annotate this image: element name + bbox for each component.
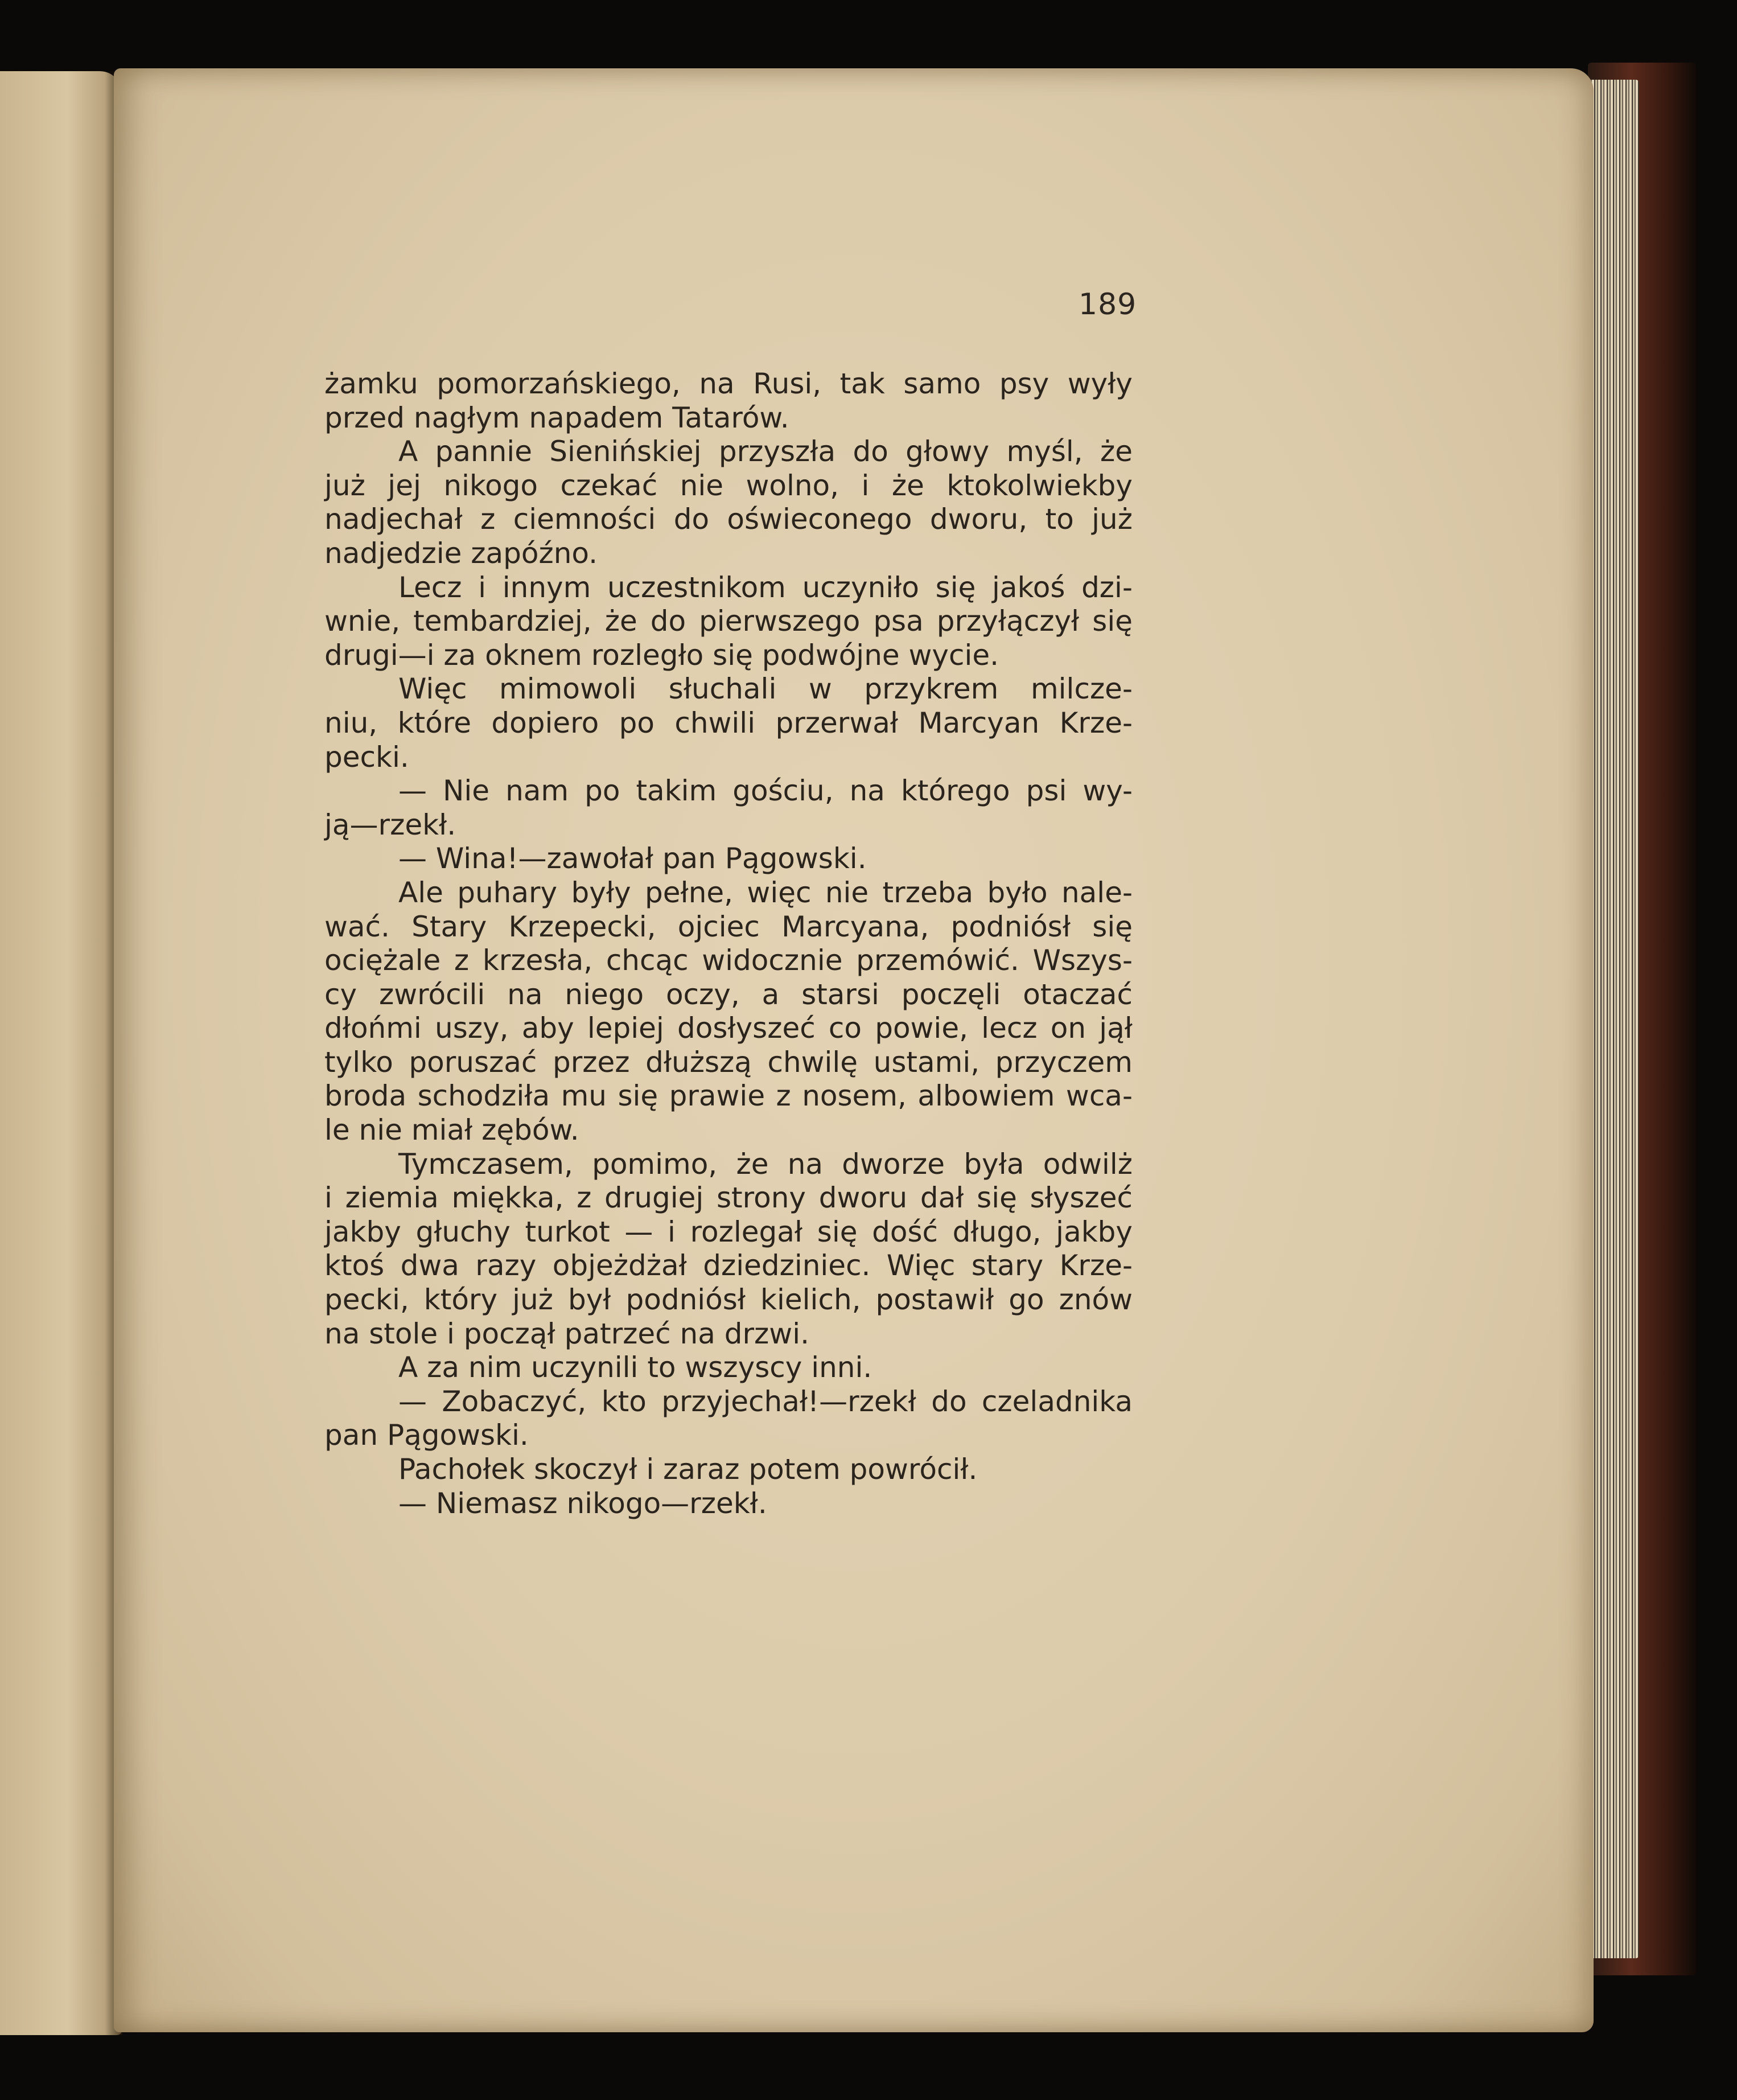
- text-line: przed nagłym napadem Tatarów.: [324, 401, 789, 434]
- text-line: — Zobaczyć, kto przyjechał!—rzekł do czeladnika: [398, 1384, 1133, 1418]
- text-line: pecki.: [324, 740, 409, 774]
- text-line: nadjechał z ciemności do oświeconego dworu, to już: [324, 503, 1133, 536]
- text-line: ją—rzekł.: [324, 808, 456, 841]
- text-line: jakby głuchy turkot — i rozlegał się dość długo, jakby: [324, 1215, 1133, 1248]
- text-line: na stole i począł patrzeć na drzwi.: [324, 1317, 809, 1350]
- text-line: broda schodziła mu się prawie z nosem, albowiem wca-: [324, 1079, 1133, 1113]
- text-line: drugi—i za oknem rozległo się podwójne wycie.: [324, 638, 999, 672]
- text-line: cy zwrócili na niego oczy, a starsi poczęli otaczać: [324, 977, 1133, 1011]
- text-line: Lecz i innym uczestnikom uczyniło się jakoś dzi-: [398, 570, 1133, 604]
- text-line: i ziemia miękka, z drugiej strony dworu dał się słyszeć: [324, 1181, 1133, 1215]
- left-facing-page: [0, 71, 122, 2035]
- text-line: nadjedzie zapóźno.: [324, 536, 598, 570]
- text-line: ktoś dwa razy objeżdżał dziedziniec. Więc stary Krze-: [324, 1249, 1133, 1283]
- text-line: Tymczasem, pomimo, że na dworze była odwilż: [398, 1147, 1133, 1181]
- text-line: Pachołek skoczył i zaraz potem powrócił.: [398, 1453, 978, 1486]
- text-line: pan Pągowski.: [324, 1419, 529, 1452]
- text-line: żamku pomorzańskiego, na Rusi, tak samo psy wyły: [324, 367, 1133, 400]
- text-line: ociężale z krzesła, chcąc widocznie przemówić. Wszys-: [324, 944, 1133, 977]
- text-line: A za nim uczynili to wszyscy inni.: [398, 1351, 872, 1384]
- text-line: wnie, tembardziej, że do pierwszego psa przyłączył się: [324, 605, 1133, 638]
- text-line: — Nie nam po takim gościu, na którego psi wy-: [398, 774, 1133, 808]
- text-line: tylko poruszać przez dłuższą chwilę ustami, przyczem: [324, 1045, 1133, 1079]
- text-line: już jej nikogo czekać nie wolno, i że ktokolwiekby: [324, 469, 1133, 502]
- text-line: — Wina!—zawołał pan Pągowski.: [398, 842, 867, 876]
- text-line: Więc mimowoli słuchali w przykrem milcze-: [398, 672, 1133, 706]
- text-line: dłońmi uszy, aby lepiej dosłyszeć co powie, lecz on jął: [324, 1012, 1133, 1045]
- text-line: le nie miał zębów.: [324, 1113, 579, 1147]
- text-line: Ale puhary były pełne, więc nie trzeba było nale-: [398, 876, 1133, 909]
- text-line: niu, które dopiero po chwili przerwał Marcyan Krze-: [324, 706, 1133, 739]
- text-line: A pannie Sienińskiej przyszła do głowy myśl, że: [398, 435, 1133, 469]
- text-line: pecki, który już był podniósł kielich, postawił go znów: [324, 1283, 1133, 1317]
- text-line: — Niemasz nikogo—rzekł.: [398, 1486, 767, 1520]
- page-number: 189: [1079, 287, 1137, 322]
- body-text: [324, 367, 1133, 1520]
- text-line: wać. Stary Krzepecki, ojciec Marcyana, podniósł się: [324, 910, 1133, 943]
